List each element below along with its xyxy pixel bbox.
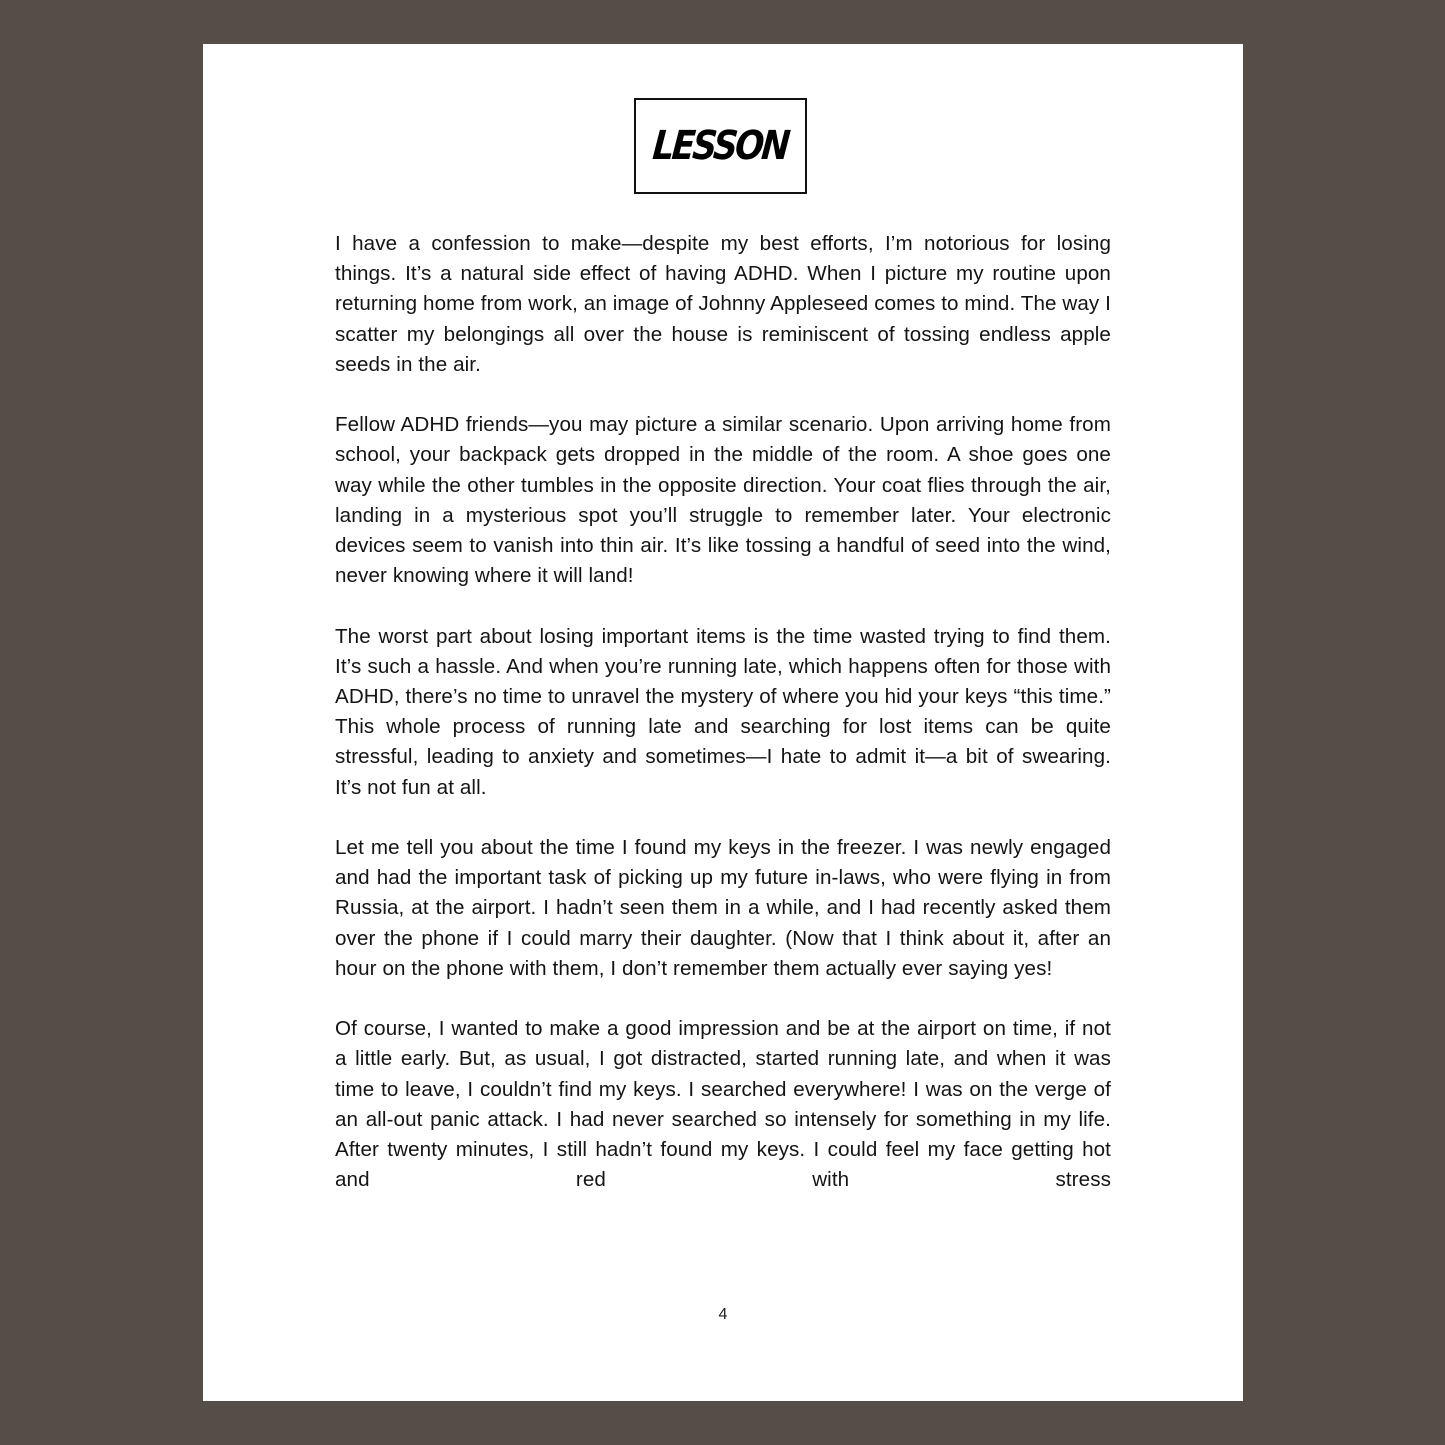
- paragraph: Let me tell you about the time I found my keys in the freezer. I was newly engaged and had the important task of picking up my future in-laws, who were flying in from Russia, at the airport. I hadn’t seen them in a while, and I had recently asked them over the phone if I could marry their daughter. (Now that I think about it, after an hour on the phone with them, I don’t remember them actually ever saying yes!: [335, 836, 1111, 980]
- body-text: [335, 229, 1111, 1226]
- document-page: [203, 44, 1243, 1401]
- paragraph: Of course, I wanted to make a good impression and be at the airport on time, if not a little early. But, as usual, I got distracted, started running late, and when it was time to leave, I couldn’t find my keys. I searched everywhere! I was on the verge of an all-out panic attack. I had never searched so intensely for something in my life. After twenty minutes, I still hadn’t found my keys. I could feel my face getting hot and red with stress: [335, 1017, 1111, 1192]
- page-number: 4: [718, 1306, 728, 1323]
- lesson-title-box: [634, 98, 807, 194]
- paragraph: I have a confession to make—despite my best efforts, I’m notorious for losing things. It’s a natural side effect of having ADHD. When I picture my routine upon returning home from work, an image of Johnny Appleseed comes to mind. The way I scatter my belongings all over the house is reminiscent of tossing endless apple seeds in the air.: [335, 232, 1111, 376]
- paragraph: Fellow ADHD friends—you may picture a similar scenario. Upon arriving home from school, your backpack gets dropped in the middle of the room. A shoe goes one way while the other tumbles in the opposite direction. Your coat flies through the air, landing in a mysterious spot you’ll struggle to remember later. Your electronic devices seem to vanish into thin air. It’s like tossing a handful of seed into the wind, never knowing where it will land!: [335, 413, 1111, 588]
- paragraph: The worst part about losing important items is the time wasted trying to find them. It’s such a hassle. And when you’re running late, which happens often for those with ADHD, there’s no time to unravel the mystery of where you hid your keys “this time.” This whole process of running late and searching for lost items can be quite stressful, leading to anxiety and sometimes—I hate to admit it—a bit of swearing. It’s not fun at all.: [335, 624, 1111, 799]
- lesson-title: LESSON: [651, 123, 790, 169]
